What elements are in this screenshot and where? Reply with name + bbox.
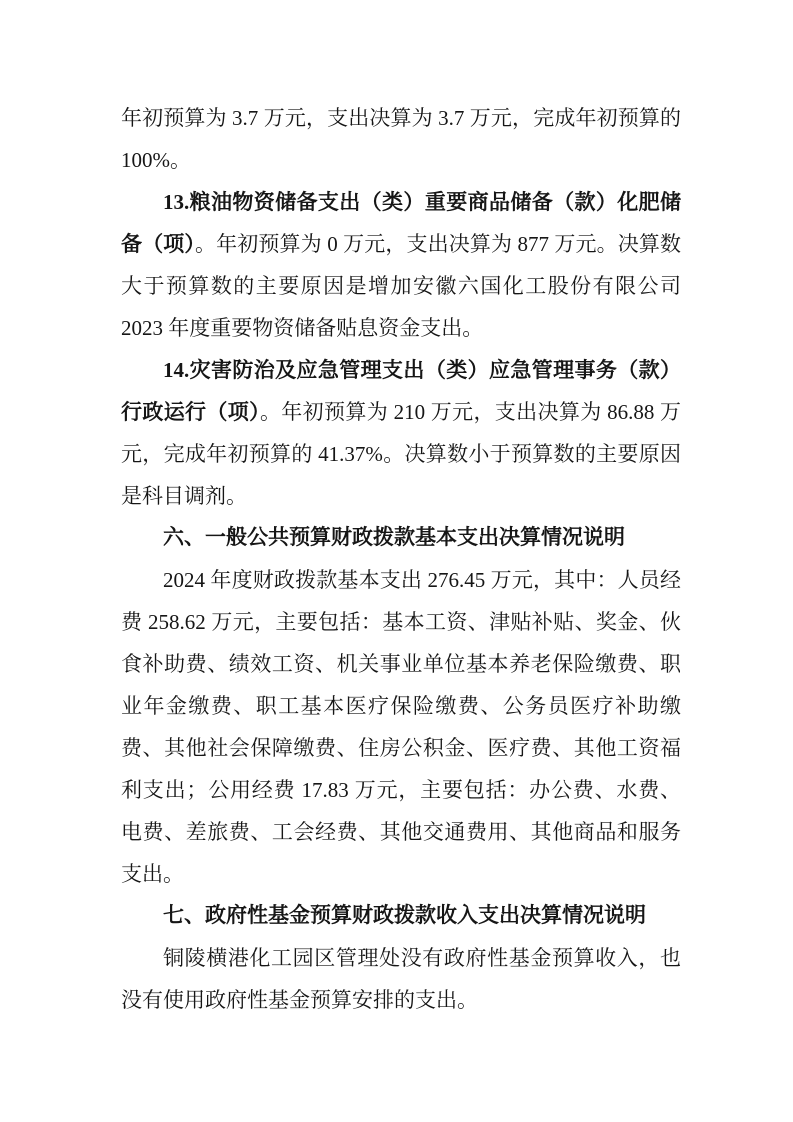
item-13-body: 。年初预算为 0 万元，支出决算为 877 万元。决算数大于预算数的主要原因是增加安徽六国化工股份有限公司 2023 年度重要物资储备贴息资金支出。 [121, 232, 682, 340]
section-heading-6-basic-expenditure: 六、一般公共预算财政拨款基本支出决算情况说明 [163, 526, 625, 549]
item-14-title: 14.灾害防治及应急管理支出（类）应急管理事务（款）行政运行（项） [121, 358, 681, 424]
text-run: 2024 年度财政拨款基本支出 276.45 万元，其中：人员经费 258.62 万元，主要包括：基本工资、津贴补贴、奖金、伙食补助费、绩效工资、机关事业单位基本养老保险缴费、职业年金缴费、职工基本医疗保险缴费、公务员医疗补助缴费、其他社会保障缴费、住房公积金、医疗费、其他工资福利支出；公用经费 17.83 万元，主要包括：办公费、水费、电费、差旅费、工会经费、其他交通费用、其他商品和服务支出。 [121, 568, 681, 886]
document-content [121, 97, 681, 1021]
item-14-body: 。年初预算为 210 万元，支出决算为 86.88 万元，完成年初预算的 41.37%。决算数小于预算数的主要原因是科目调剂。 [121, 400, 682, 508]
paragraph-item-14-emergency-management [121, 349, 681, 517]
section-heading-7-government-fund: 七、政府性基金预算财政拨款收入支出决算情况说明 [163, 904, 646, 927]
paragraph-budget-completion [121, 97, 681, 181]
text-run: 年初预算为 3.7 万元，支出决算为 3.7 万元，完成年初预算的 100%。 [121, 106, 681, 172]
text-run: 铜陵横港化工园区管理处没有政府性基金预算收入，也没有使用政府性基金预算安排的支出。 [121, 946, 681, 1012]
paragraph-government-fund-statement [121, 937, 681, 1021]
paragraph-item-13-fertilizer-reserve [121, 181, 681, 349]
item-13-title: 13.粮油物资储备支出（类）重要商品储备（款）化肥储备（项） [121, 190, 681, 256]
paragraph-basic-expenditure-detail [121, 559, 681, 895]
